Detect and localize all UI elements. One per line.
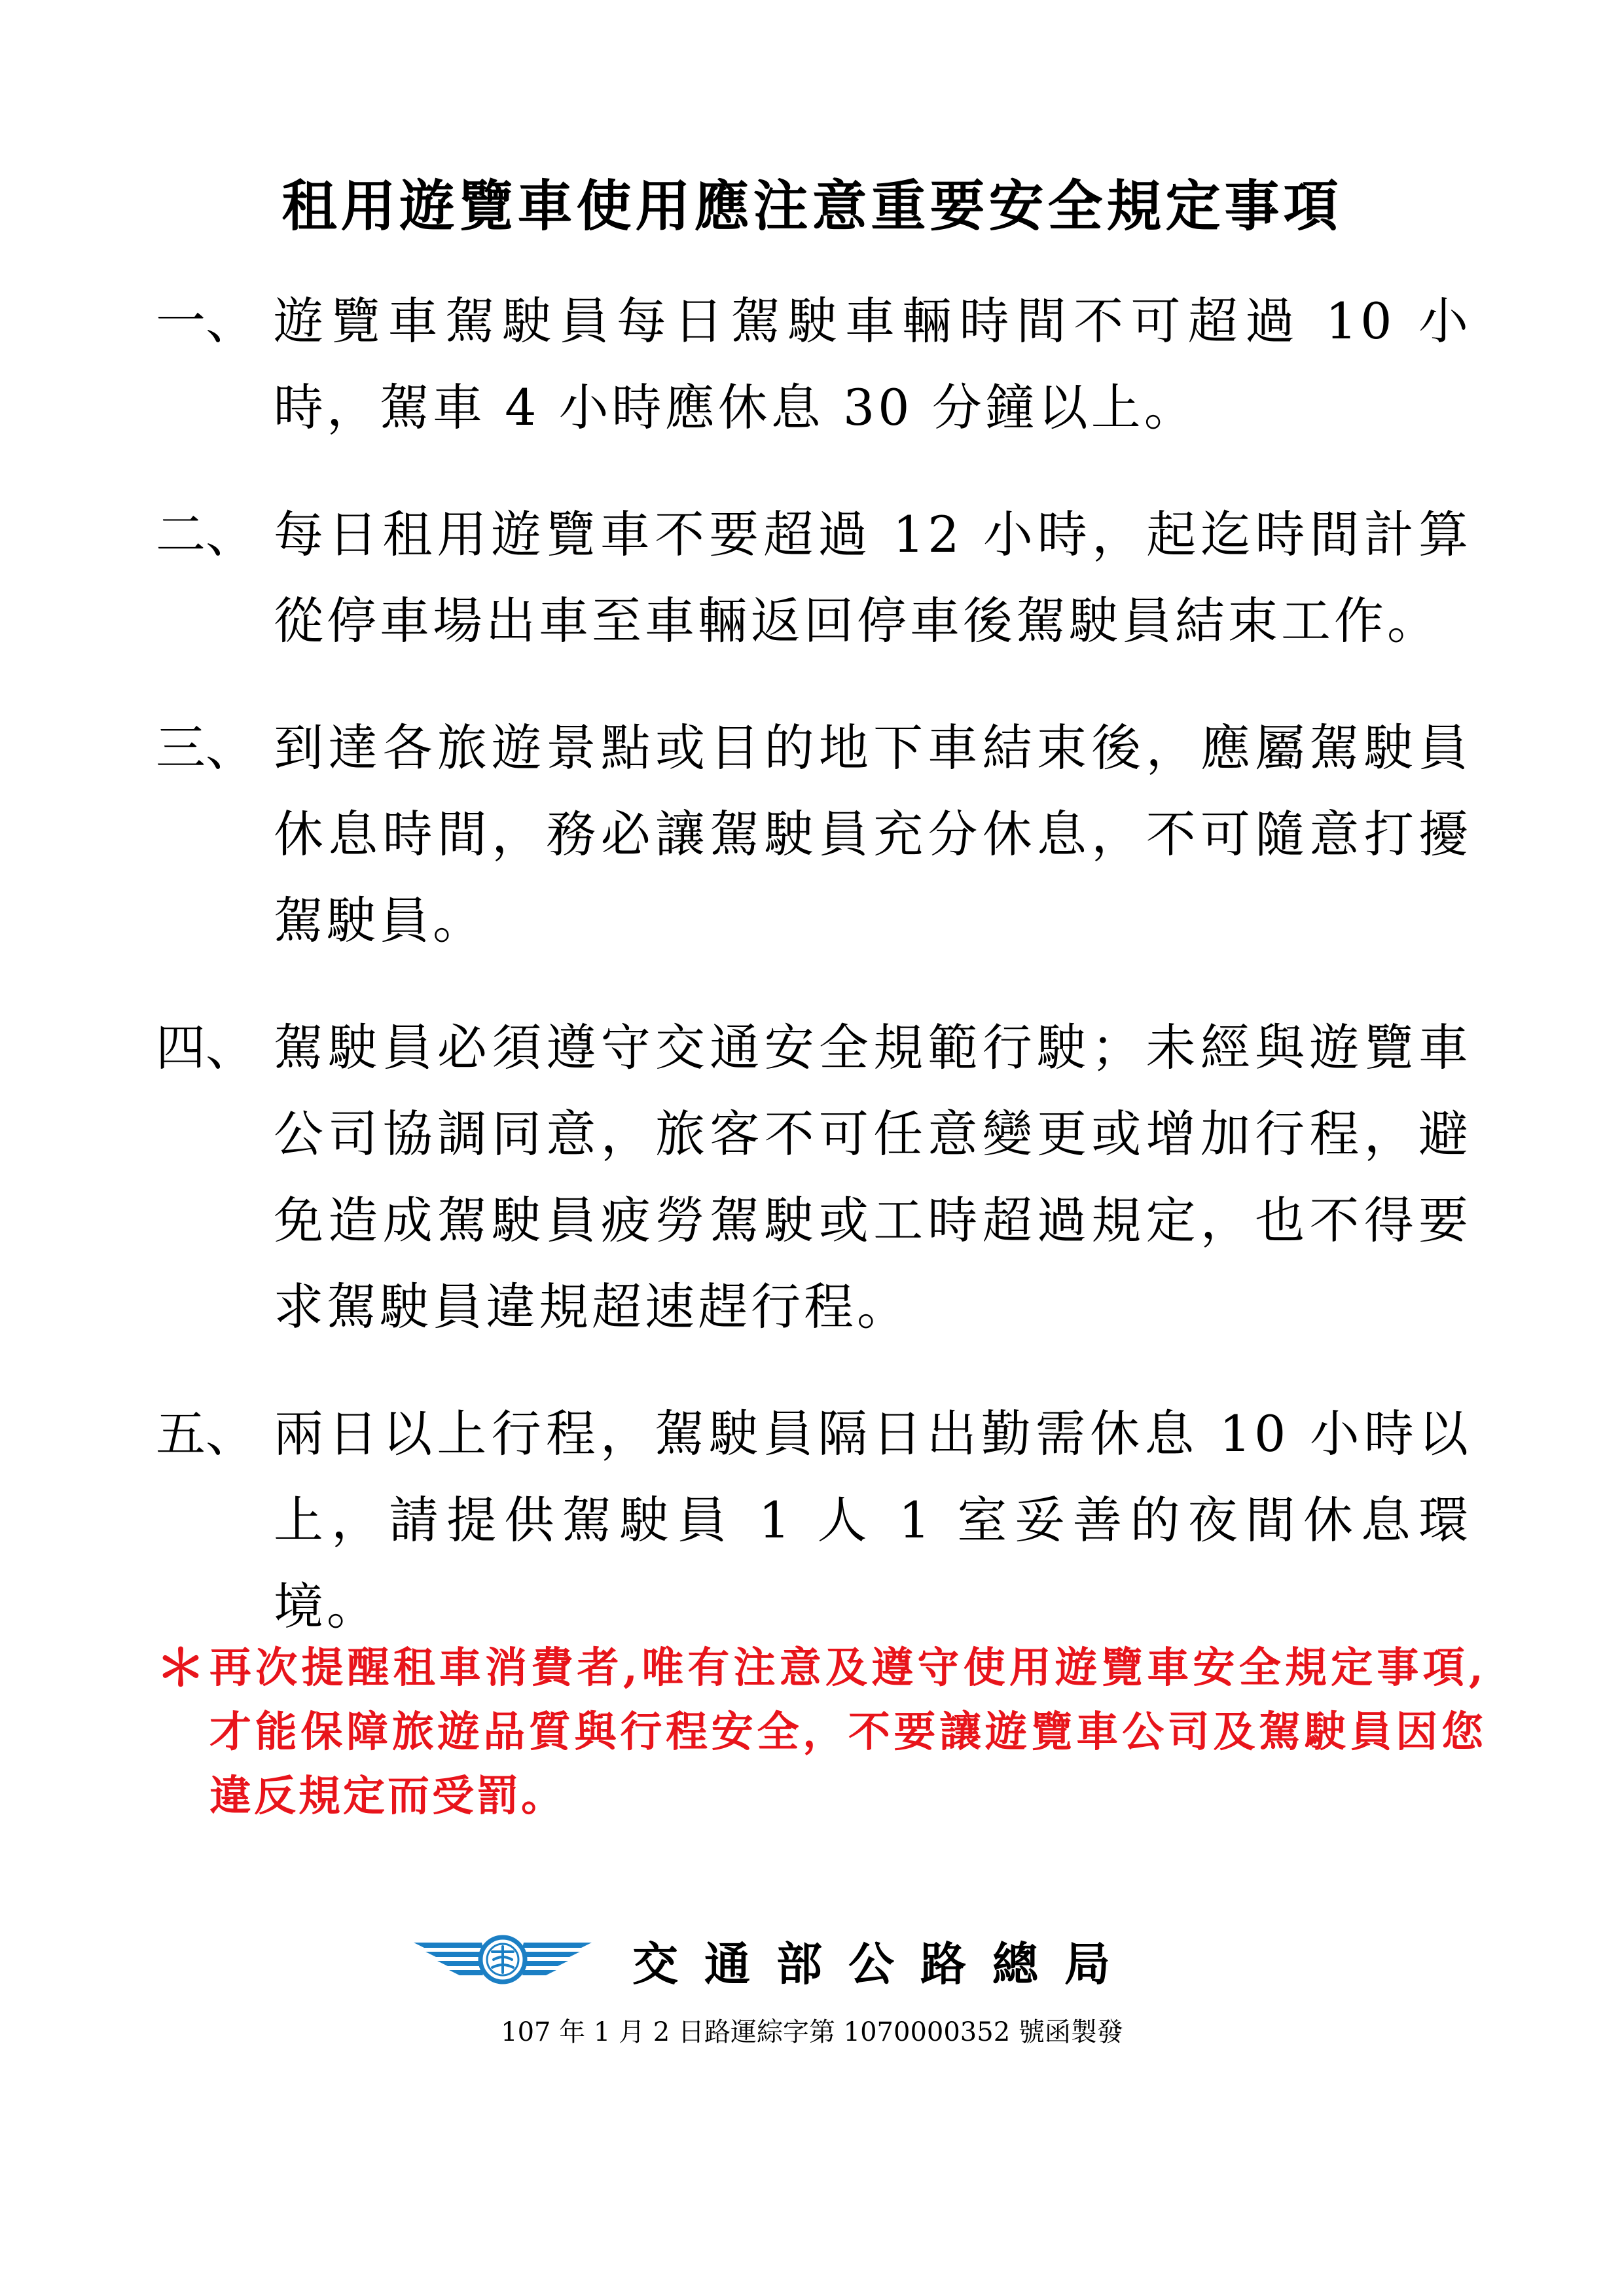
rule-number: 五、: [156, 1405, 255, 1463]
rule-item: [156, 1391, 1517, 1650]
rule-number: 一、: [156, 292, 255, 350]
rules-list: [156, 278, 1517, 1691]
reminder-note: [156, 1636, 1491, 1829]
rule-item: [156, 1005, 1517, 1350]
rule-item: [156, 492, 1517, 664]
highway-bureau-wing-emblem-icon: [411, 1931, 594, 1990]
issuer-block: [411, 1924, 1136, 1996]
document-reference: 107 年 1 月 2 日路運綜字第 1070000352 號函製發: [501, 2017, 1123, 2047]
rule-text: 到達各旅遊景點或目的地下車結束後，應屬駕駛員休息時間，務必讓駕駛員充分休息，不可隨意打擾駕駛員。: [274, 719, 1471, 950]
rule-number: 二、: [156, 505, 255, 564]
page-title: 租用遊覽車使用應注意重要安全規定事項: [281, 173, 1343, 238]
rule-item: [156, 278, 1517, 451]
rule-number: 四、: [156, 1018, 255, 1077]
asterisk-icon: ＊: [156, 1639, 206, 1697]
reminder-text: 再次提醒租車消費者,唯有注意及遵守使用遊覽車安全規定事項,才能保障旅遊品質與行程安全，不要讓遊覽車公司及駕駛員因您違反規定而受罰。: [209, 1643, 1486, 1821]
agency-name: 交通部公路總局: [632, 1936, 1136, 1991]
rule-text: 遊覽車駕駛員每日駕駛車輛時間不可超過 10 小時，駕車 4 小時應休息 30 分鐘以上。: [274, 292, 1471, 437]
rule-number: 三、: [156, 719, 255, 777]
rule-text: 兩日以上行程，駕駛員隔日出勤需休息 10 小時以上，請提供駕駛員 1 人 1 室妥善的夜間休息環境。: [274, 1405, 1471, 1636]
rule-text: 駕駛員必須遵守交通安全規範行駛；未經與遊覽車公司協調同意，旅客不可任意變更或增加行程，避免造成駕駛員疲勞駕駛或工時超過規定，也不得要求駕駛員違規超速趕行程。: [274, 1018, 1471, 1336]
rule-text: 每日租用遊覽車不要超過 12 小時，起迄時間計算從停車場出車至車輛返回停車後駕駛員結束工作。: [274, 505, 1471, 650]
rule-item: [156, 705, 1517, 964]
